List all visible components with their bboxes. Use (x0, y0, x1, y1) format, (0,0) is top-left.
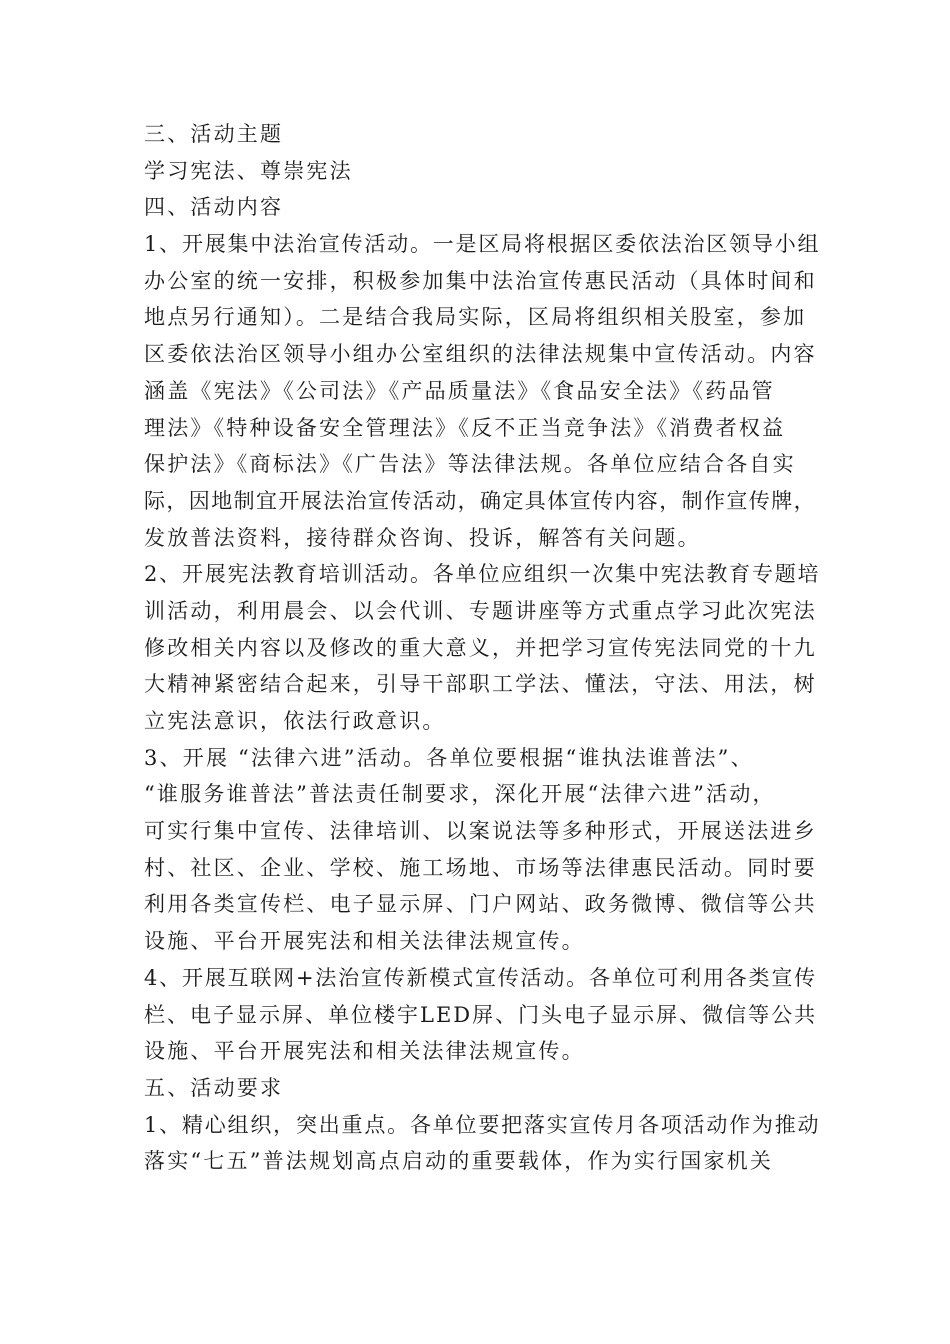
paragraph-line: 地点另行通知）。二是结合我局实际，区局将组织相关股室，参加 (144, 305, 807, 330)
paragraph-line: 4、开展互联网+法治宣传新模式宣传活动。各单位可利用各类宣传 (144, 965, 817, 990)
theme-text: 学习宪法、尊崇宪法 (144, 158, 353, 183)
paragraph-line: 保护法》《商标法》《广告法》等法律法规。各单位应结合各自实 (144, 452, 796, 477)
paragraph-line: 修改相关内容以及修改的重大意义，并把学习宣传宪法同党的十九 (144, 635, 817, 660)
paragraph-line: 大精神紧密结合起来，引导干部职工学法、懂法，守法、用法，树 (144, 672, 817, 697)
paragraph-line: 设施、平台开展宪法和相关法律法规宣传。 (144, 929, 585, 954)
paragraph-line: 3、开展 “法律六进”活动。各单位要根据“谁执法谁普法”、 (144, 745, 754, 770)
paragraph-line: “谁服务谁普法”普法责任制要求，深化开展“法律六进”活动， (144, 782, 776, 807)
section-heading-content: 四、活动内容 (144, 195, 284, 220)
paragraph-line: 栏、电子显示屏、单位楼宇LED屏、门头电子显示屏、微信等公共 (144, 1002, 818, 1027)
paragraph-line: 区委依法治区领导小组办公室组织的法律法规集中宣传活动。内容 (144, 342, 817, 367)
paragraph-line: 理法》《特种设备安全管理法》《反不正当竞争法》《消费者权益 (144, 415, 786, 440)
paragraph-line: 落实“七五”普法规划高点启动的重要载体，作为实行国家机关 (144, 1149, 774, 1174)
paragraph-line: 可实行集中宣传、法律培训、以案说法等多种形式，开展送法进乡 (144, 819, 817, 844)
paragraph-line: 训活动，利用晨会、以会代训、专题讲座等方式重点学习此次宪法 (144, 598, 817, 623)
paragraph-line: 2、开展宪法教育培训活动。各单位应组织一次集中宪法教育专题培 (144, 562, 821, 587)
paragraph-line: 1、精心组织，突出重点。各单位要把落实宣传月各项活动作为推动 (144, 1112, 821, 1137)
paragraph-line: 办公室的统一安排，积极参加集中法治宣传惠民活动（具体时间和 (144, 268, 817, 293)
paragraph-line: 发放普法资料，接待群众咨询、投诉，解答有关问题。 (144, 525, 701, 550)
paragraph-line: 立宪法意识，依法行政意识。 (144, 709, 446, 733)
paragraph-line: 1、开展集中法治宣传活动。一是区局将根据区委依法治区领导小组 (144, 232, 821, 257)
document-body (144, 116, 820, 1180)
section-heading-requirements: 五、活动要求 (144, 1075, 284, 1100)
paragraph-line: 利用各类宣传栏、电子显示屏、门户网站、政务微博、微信等公共 (144, 892, 817, 917)
paragraph-line: 际，因地制宜开展法治宣传活动，确定具体宣传内容，制作宣传牌， (144, 488, 816, 513)
paragraph-line: 村、社区、企业、学校、施工场地、市场等法律惠民活动。同时要 (144, 855, 817, 880)
paragraph-line: 涵盖《宪法》《公司法》《产品质量法》《食品安全法》《药品管 (144, 378, 775, 403)
section-heading-theme: 三、活动主题 (144, 122, 284, 146)
paragraph-line: 设施、平台开展宪法和相关法律法规宣传。 (144, 1039, 585, 1064)
